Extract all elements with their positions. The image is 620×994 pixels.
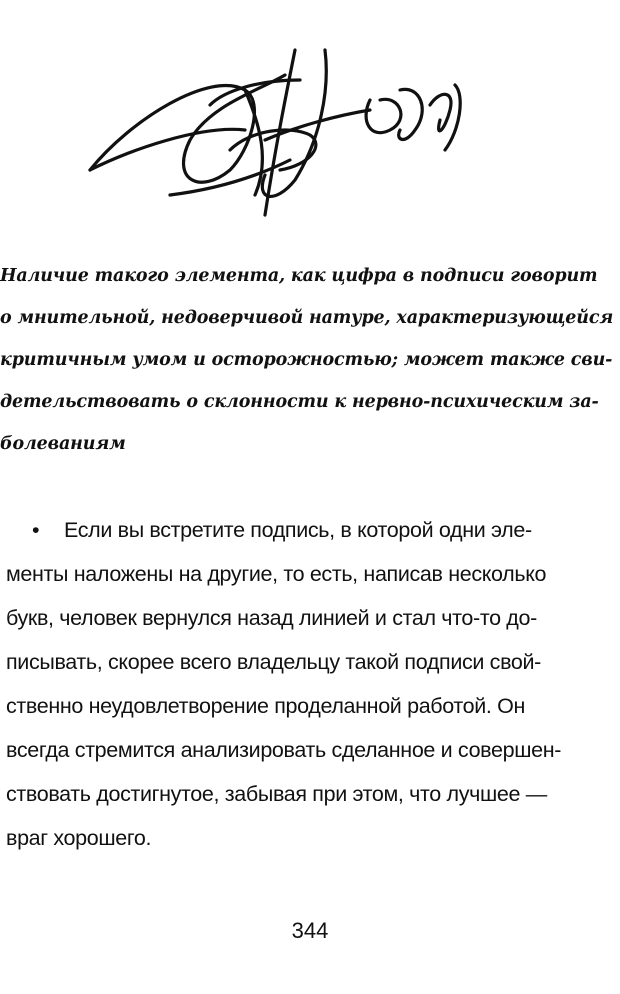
body-line-text: Если вы встретите подпись, в которой одни эле- — [64, 518, 532, 542]
body-line: букв, человек вернулся назад линией и стал что-то до- — [6, 606, 537, 630]
signature-image — [70, 30, 470, 225]
body-line — [6, 508, 606, 552]
bullet-icon: • — [32, 518, 40, 542]
signature-drawing — [70, 30, 470, 225]
body-line: ственно неудовлетворение проделанной работой. Он — [6, 694, 526, 718]
body-line: менты наложены на другие, то есть, написав несколько — [6, 562, 547, 586]
body-line: ствовать достигнутое, забывая при этом, что лучшее — — [6, 782, 547, 806]
body-line: враг хорошего. — [6, 826, 152, 850]
bullet-paragraph — [6, 508, 606, 860]
body-line: писывать, скорее всего владельцу такой подписи свой- — [6, 650, 541, 674]
page-number: 344 — [291, 918, 329, 943]
caption-line: Наличие такого элемента, как цифра в подписи говорит — [0, 266, 598, 286]
caption-line: критичным умом и осторожностью; может также сви- — [0, 350, 613, 370]
caption-line: о мнительной, недоверчивой натуре, характеризующейся — [0, 308, 614, 328]
caption-line: детельствовать о склонности к нервно-психическим за- — [0, 392, 599, 412]
signature-caption — [0, 255, 614, 465]
caption-line: болеваниям — [0, 434, 126, 454]
body-line: всегда стремится анализировать сделанное и совершен- — [6, 738, 562, 762]
